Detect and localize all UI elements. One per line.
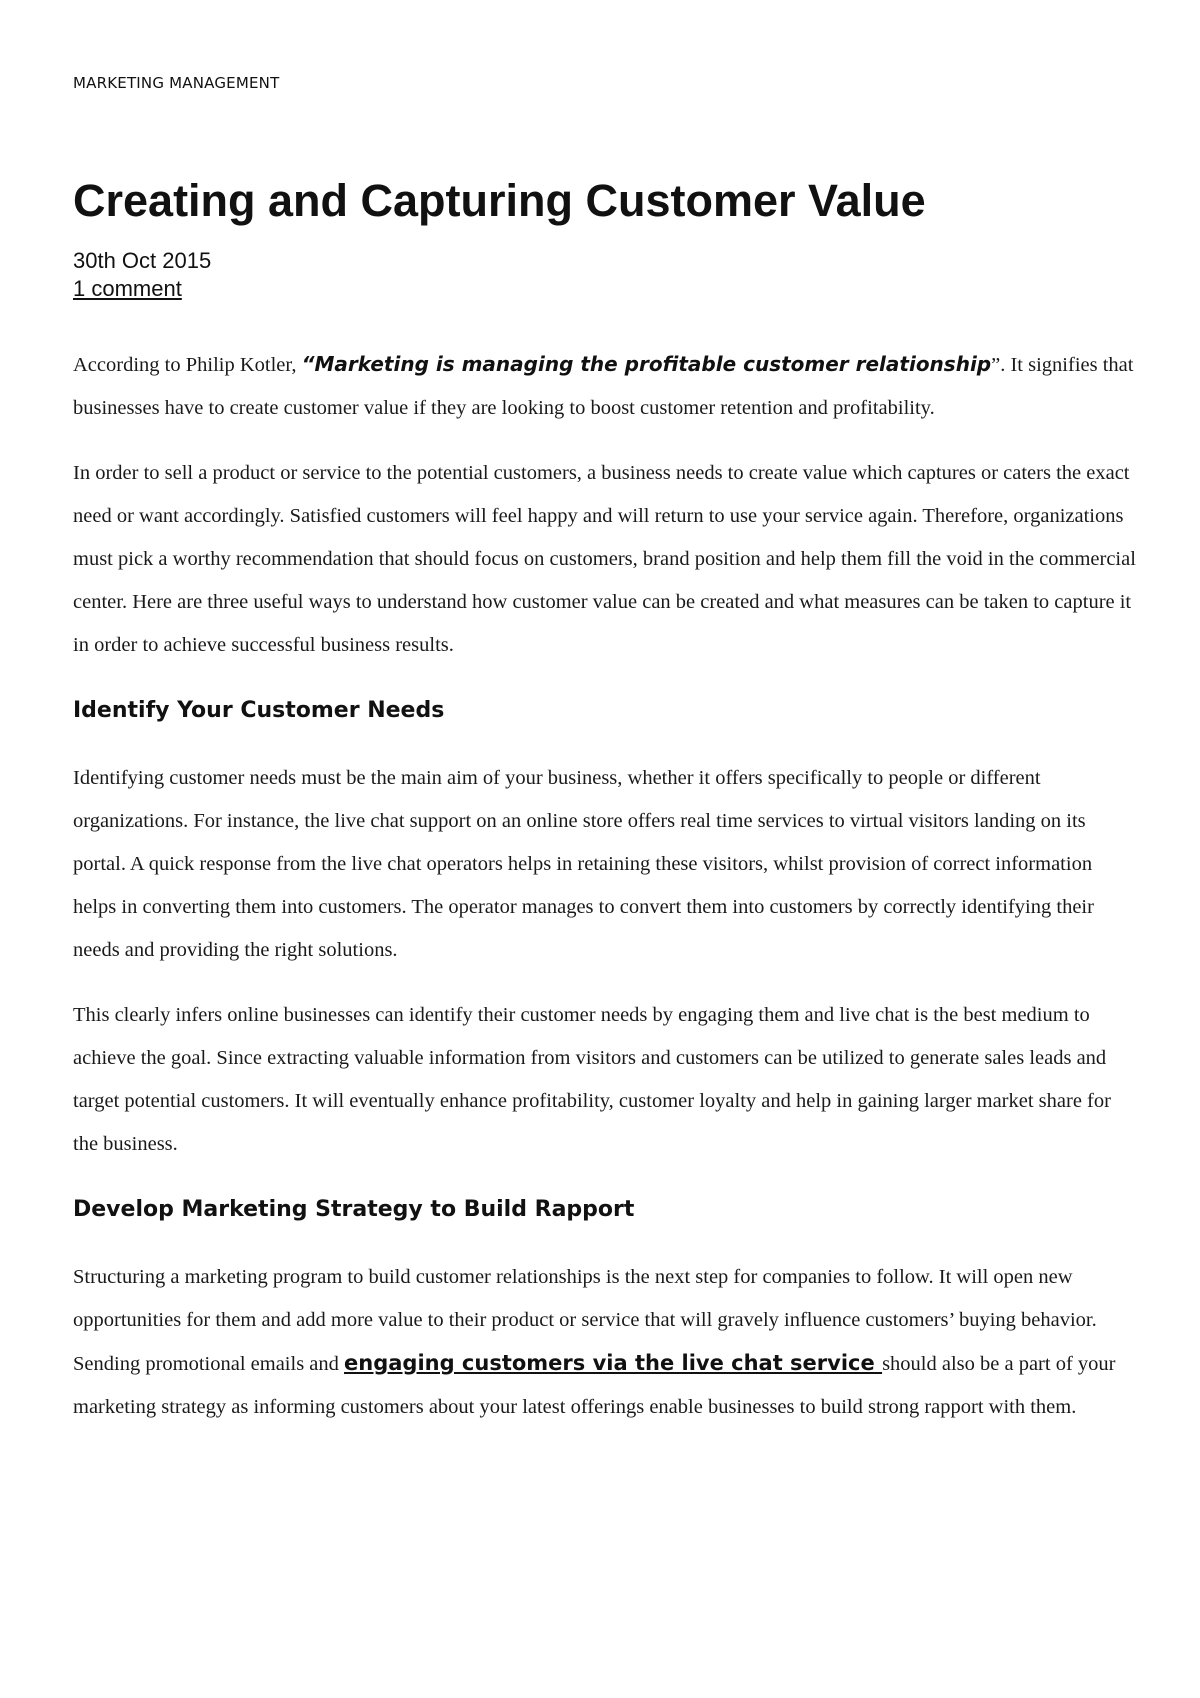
section-heading-customer-needs: Identify Your Customer Needs (73, 698, 445, 723)
page-title: Creating and Capturing Customer Value (73, 175, 926, 226)
strategy-lead: Structuring a marketing program to build customer relationships is the next step for companies to follow. It will open new opportunities for them and add more value to their product or service that will gravely influence customers’ buying behavior. Sending promotional emails and (73, 1266, 1097, 1375)
paragraph-customer-needs-1: Identifying customer needs must be the main aim of your business, whether it offers specifically to people or different organizations. For instance, the live chat support on an online store offers real time services to virtual visitors landing on its portal. A quick response from the live chat operators helps in retaining these visitors, whilst provision of correct information helps in converting them into customers. The operator manages to convert them into customers by correctly identifying their needs and providing the right solutions. (73, 767, 1094, 961)
strategy-tail: should also be a part of your marketing strategy as informing customers about your latest offerings enable businesses to build strong rapport with them. (73, 1353, 1116, 1418)
intro-tail: ”. It signifies that businesses have to create customer value if they are looking to boost customer retention and profitability. (73, 354, 1134, 419)
paragraph-marketing-strategy (73, 1256, 1140, 1429)
intro-paragraph (73, 343, 1140, 430)
section-heading-marketing-strategy: Develop Marketing Strategy to Build Rapport (73, 1197, 635, 1222)
kotler-quote: “Marketing is managing the profitable customer relationship (301, 352, 992, 376)
post-meta (73, 247, 1140, 303)
paragraph-customer-needs-2: This clearly infers online businesses can identify their customer needs by engaging them and live chat is the best medium to achieve the goal. Since extracting valuable information from visitors and customers can be utilized to generate sales leads and target potential customers. It will eventually enhance profitability, customer loyalty and help in gaining larger market share for the business. (73, 1004, 1111, 1155)
comments-link[interactable]: 1 comment (73, 276, 182, 301)
intro-lead: According to Philip Kotler, (73, 354, 302, 376)
post-date: 30th Oct 2015 (73, 248, 212, 273)
paragraph-value-creation: In order to sell a product or service to the potential customers, a business needs to create value which captures or caters the exact need or want accordingly. Satisfied customers will feel happy and will return to use your service again. Therefore, organizations must pick a worthy recommendation that should focus on customers, brand position and help them fill the void in the commercial center. Here are three useful ways to understand how customer value can be created and what measures can be taken to capture it in order to achieve successful business results. (73, 462, 1136, 656)
live-chat-service-link[interactable]: engaging customers via the live chat service (344, 1351, 883, 1375)
category-label: MARKETING MANAGEMENT (73, 74, 280, 92)
